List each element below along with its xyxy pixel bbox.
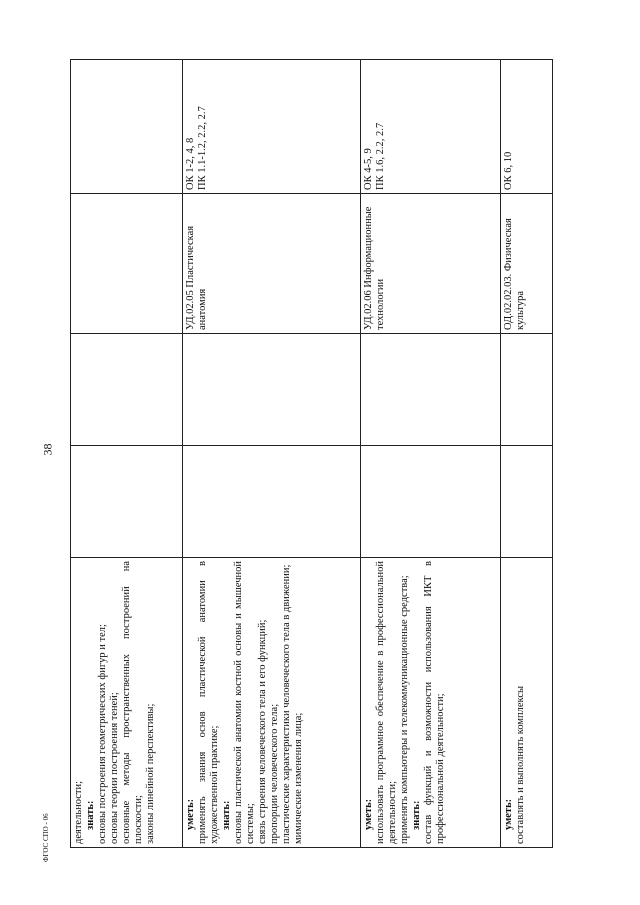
empty-cell [71,446,183,558]
empty-cell [361,334,501,446]
cell-line: мимические изменения лица; [293,712,304,844]
cell-line: законы линейной перспективы; [145,703,156,844]
footer-code: ФГОС СПО - 06 [42,813,50,862]
competencies-cell: ОК 6, 10 [501,60,553,194]
competencies-cell: ОК 4-5, 9 ПК 1.6, 2.2, 2.7 [361,60,501,194]
discipline-cell: УД.02.05 Пластическая анатомия [183,194,361,334]
cell-line: пластические характеристики человеческого тела в движении; [281,564,292,844]
skills-cell [183,558,361,848]
competencies-cell [71,60,183,194]
cell-line: основные методы пространственных построений на плоскости; [121,561,144,844]
empty-cell [361,446,501,558]
curriculum-table [70,59,553,848]
cell-label: уметь: [185,798,196,830]
empty-cell [71,334,183,446]
discipline-cell: УД.02.06 Информационные технологии [361,194,501,334]
cell-label: знать: [85,800,96,830]
table-row [361,60,501,848]
cell-label: знать: [411,800,422,830]
cell-line: использовать программное обеспечение в профессиональной деятельности; [375,561,398,844]
empty-cell [501,446,553,558]
cell-line: основы построения геометрических фигур и тел; [97,624,108,844]
skills-cell [501,558,553,848]
cell-label: уметь: [363,798,374,830]
empty-cell [501,334,553,446]
page-number: 38 [40,443,55,456]
rotated-table-wrapper [70,60,552,848]
cell-line: применять знания основ пластической анатомии в художественной практике; [197,561,220,844]
competencies-cell: ОК 1-2, 4, 8 ПК 1.1-1.2, 2.2, 2.7 [183,60,361,194]
empty-cell [183,334,361,446]
cell-line: деятельности; [73,780,84,844]
skills-cell [361,558,501,848]
cell-label: знать: [221,800,232,830]
empty-cell [183,446,361,558]
table-row [71,60,183,848]
cell-line: основы теории построения теней; [109,692,120,844]
cell-line: состав функций и возможности использования ИКТ в профессиональной деятельности; [423,561,446,844]
discipline-cell: ОД.02.02.03. Физическая культура [501,194,553,334]
table-row [501,60,553,848]
cell-label: уметь: [503,798,514,830]
cell-line: составлять и выполнять комплексы [515,685,526,844]
cell-line: пропорции человеческого тела; [269,703,280,844]
table-row [183,60,361,848]
skills-cell [71,558,183,848]
cell-line: применять компьютеры и телекоммуникационные средства; [399,575,410,844]
cell-line: связь строения человеческого тела и его функций; [257,619,268,844]
discipline-cell [71,194,183,334]
cell-line: основы пластической анатомии костной основы и мышечной системы; [233,561,256,844]
